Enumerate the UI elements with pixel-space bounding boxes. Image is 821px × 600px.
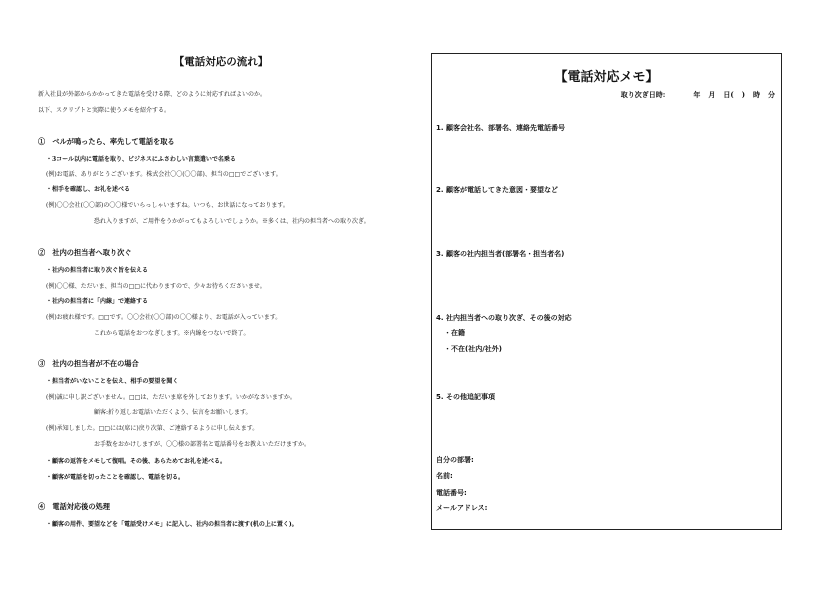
date-unit-day: 日(	[723, 90, 734, 99]
section-example: (例)お電話、ありがとうございます。株式会社〇〇(〇〇部)、担当の□□でございます。	[46, 171, 282, 178]
call-flow-panel	[36, 0, 406, 600]
section-point: ・顧客の返答をメモして復唱。その後、あらためてお礼を述べる。	[46, 458, 227, 465]
status-option-absent: ・不在(社内/社外)	[444, 345, 502, 353]
section-example: (例)承知しました。□□には(席に)戻り次第、ご連絡するように申し伝えます。	[46, 425, 259, 432]
section-example: 顧客:折り返しお電話いただくよう、伝言をお願いします。	[94, 409, 252, 416]
memo-item-handling: 4. 社内担当者への取り次ぎ、その後の対応	[436, 314, 572, 322]
phone-memo-form	[431, 53, 782, 530]
section-point: ・担当者がいないことを伝え、相手の要望を聞く	[46, 378, 179, 385]
date-unit-weekday-close: )	[741, 90, 745, 99]
memo-item-internal-contact: 3. 顧客の社内担当者(部署名・担当者名)	[436, 250, 565, 258]
memo-date-row	[621, 90, 775, 100]
section-example: お手数をおかけしますが、〇〇様の部署名と電話番号をお教えいただけますか。	[94, 441, 311, 448]
section-point: ・顧客が電話を切ったことを確認し、電話を切る。	[46, 474, 185, 481]
memo-item-notes: 5. その他追記事項	[436, 393, 495, 401]
footer-department: 自分の部署:	[436, 456, 474, 464]
section-point: ・相手を確認し、お礼を述べる	[46, 186, 131, 193]
date-unit-minute: 分	[768, 90, 775, 99]
footer-phone: 電話番号:	[436, 489, 467, 497]
flow-intro-line: 以下、スクリプトと実際に使うメモを紹介する。	[38, 107, 171, 114]
section-example: (例)お疲れ様です。□□です。〇〇会社(〇〇部)の〇〇様より、お電話が入っています。	[46, 314, 282, 321]
section-heading: ① ベルが鳴ったら、率先して電話を取る	[38, 137, 175, 146]
date-unit-year: 年	[693, 90, 701, 99]
section-point: ・顧客の用件、要望などを「電話受けメモ」に記入し、社内の担当者に渡す(机の上に置く)。	[46, 521, 298, 528]
section-point: ・3コール以内に電話を取り、ビジネスにふさわしい言葉遣いで名乗る	[46, 156, 236, 163]
date-unit-hour: 時	[753, 90, 760, 99]
section-example: (例)〇〇会社(〇〇部)の〇〇様でいらっしゃいますね。いつも、お世話になっております。	[46, 202, 289, 209]
footer-name: 名前:	[436, 472, 453, 480]
section-example: (例)〇〇様、ただいま、担当の□□に代わりますので、少々お待ちくださいませ。	[46, 283, 266, 290]
date-unit-month: 月	[708, 90, 716, 99]
memo-item-customer-info: 1. 顧客会社名、部署名、連絡先電話番号	[436, 124, 565, 132]
section-heading: ④ 電話対応後の処理	[38, 502, 110, 511]
section-heading: ② 社内の担当者へ取り次ぐ	[38, 248, 132, 257]
flow-title: 【電話対応の流れ】	[173, 56, 269, 68]
footer-email: メールアドレス:	[436, 504, 488, 512]
section-example: 恐れ入りますが、ご用件をうかがってもよろしいでしょうか。※多くは、社内の担当者への取り次ぎ。	[94, 218, 370, 225]
flow-intro-line: 新入社員が外部からかかってきた電話を受ける際、どのように対応すればよいのか。	[38, 91, 267, 98]
section-example: これから電話をおつなぎします。※内線をつないで終了。	[94, 330, 250, 337]
section-example: (例)誠に申し訳ございません。□□は、ただいま席を外しております。いかがなさいますか。	[46, 394, 296, 401]
memo-item-customer-request: 2. 顧客が電話してきた意図・要望など	[436, 186, 558, 194]
section-point: ・社内の担当者に取り次ぐ旨を伝える	[46, 267, 149, 274]
section-heading: ③ 社内の担当者が不在の場合	[38, 359, 139, 368]
memo-title: 【電話対応メモ】	[554, 70, 659, 85]
date-label: 取り次ぎ日時:	[620, 90, 666, 99]
status-option-present: ・在籍	[444, 329, 465, 337]
section-point: ・社内の担当者に「内線」で連絡する	[46, 298, 149, 305]
